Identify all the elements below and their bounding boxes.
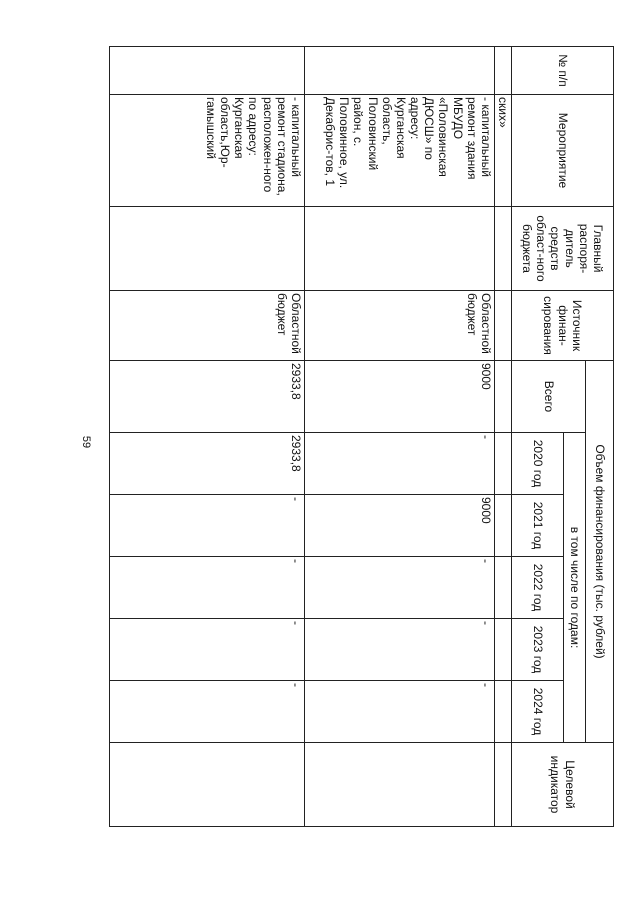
y2021-cell: - [110,495,305,557]
y2020-cell: - [304,433,494,495]
page-number: 59 [80,435,93,449]
total-cell: 2933,8 [110,361,305,433]
rotated-table-container [109,46,614,826]
header-2023: 2023 год [512,619,564,681]
financing-table [109,46,614,827]
y2024-cell: - [110,681,305,743]
y2024-cell: - [304,681,494,743]
source-cell: Областной бюджет [304,291,494,361]
header-total: Всего [512,361,586,433]
y2023-cell: - [110,619,305,681]
source-cell: Областной бюджет [110,291,305,361]
y2021-cell: 9000 [304,495,494,557]
event-cell: - капитальный ремонт здания МБУДО «Половинская ДЮСШ» по адресу: Курганская область, Половинский район, с. Половинное, ул. Декабрис-тов, 1 [304,95,494,207]
table-row [110,47,305,827]
header-manager: Главный распоря-дитель средств област-ного бюджета [512,207,614,291]
header-num: № п/п [512,47,614,95]
header-2021: 2021 год [512,495,564,557]
header-event: Мероприятие [512,95,614,207]
cell-num [494,47,511,95]
table-row [304,47,494,827]
header-target: Целевой индикатор [512,743,614,827]
header-2024: 2024 год [512,681,564,743]
header-source: Источник финан-сирования [512,291,614,361]
header-volume: Объем финансирования (тыс. рублей) [586,361,614,743]
header-2020: 2020 год [512,433,564,495]
continuation-text: ских» [494,95,511,207]
header-by-years: в том числе по годам: [564,433,586,743]
y2020-cell: 2933,8 [110,433,305,495]
total-cell: 9000 [304,361,494,433]
y2022-cell: - [110,557,305,619]
y2023-cell: - [304,619,494,681]
header-2022: 2022 год [512,557,564,619]
event-cell: - капитальный ремонт стадиона, расположен-ного по адресу: Курганская область,Юр-гамышский [110,95,305,207]
y2022-cell: - [304,557,494,619]
